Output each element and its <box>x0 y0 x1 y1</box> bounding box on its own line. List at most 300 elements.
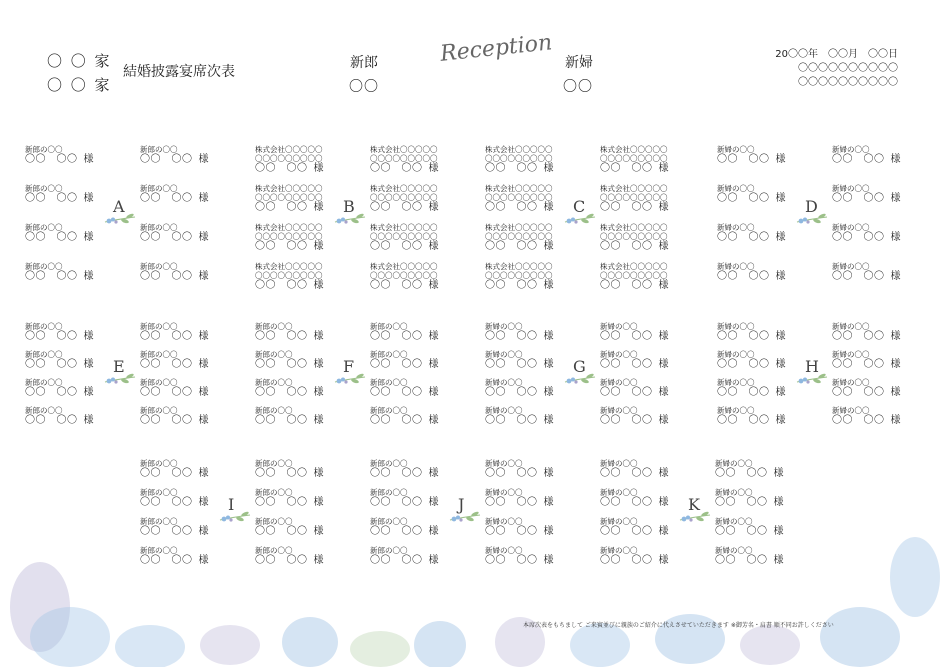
seat <box>255 145 367 175</box>
table-letter: A <box>113 197 125 217</box>
seat-affiliation: 新婦の〇〇 <box>715 488 753 497</box>
guest-name-text: 〇〇 〇〇 <box>140 415 193 426</box>
honorific: 様 <box>890 154 901 165</box>
seat <box>832 145 943 166</box>
guest-name-text: 〇〇 〇〇 <box>140 468 193 479</box>
seat-affiliation: 新婦の〇〇 <box>600 406 638 415</box>
seat-affiliation: 新婦の〇〇 <box>717 378 755 387</box>
guest-name-text: 〇〇 〇〇 <box>25 232 78 243</box>
seat <box>255 488 367 509</box>
guest-name-text: 〇〇 〇〇 <box>715 497 768 508</box>
seat <box>255 406 367 427</box>
honorific: 様 <box>428 163 439 174</box>
seat <box>600 262 712 292</box>
seat <box>370 350 482 371</box>
seat <box>717 262 829 283</box>
seat-affiliation: 新郎の〇〇 <box>140 378 178 387</box>
seat-affiliation-sub: 〇〇〇〇〇〇〇〇〇 <box>255 193 323 202</box>
honorific: 様 <box>83 387 94 398</box>
seat <box>485 223 597 253</box>
seat-affiliation-sub: 〇〇〇〇〇〇〇〇〇 <box>600 271 668 280</box>
seat <box>140 488 252 509</box>
guest-name-text: 〇〇 〇〇 <box>370 241 423 252</box>
seat-guest-name <box>370 163 482 175</box>
honorific: 様 <box>890 271 901 282</box>
honorific: 様 <box>313 241 324 252</box>
seat <box>832 223 943 244</box>
seat <box>600 184 712 214</box>
seat-affiliation: 新郎の〇〇 <box>255 488 293 497</box>
table-letter: E <box>113 356 125 376</box>
seat <box>370 378 482 399</box>
seat-affiliation: 新郎の〇〇 <box>140 488 178 497</box>
seat-affiliation-sub: 〇〇〇〇〇〇〇〇〇 <box>600 232 668 241</box>
honorific: 様 <box>428 280 439 291</box>
guest-name-text: 〇〇 〇〇 <box>600 331 653 342</box>
guest-name-text: 〇〇 〇〇 <box>370 163 423 174</box>
seat-affiliation: 新郎の〇〇 <box>140 546 178 555</box>
guest-name-text: 〇〇 〇〇 <box>255 387 308 398</box>
seat-affiliation-sub: 〇〇〇〇〇〇〇〇〇 <box>255 154 323 163</box>
seat <box>25 406 137 427</box>
guest-name-text: 〇〇 〇〇 <box>485 163 538 174</box>
honorific: 様 <box>198 232 209 243</box>
seat <box>25 262 137 283</box>
seat <box>255 546 367 567</box>
seat <box>715 459 827 480</box>
honorific: 様 <box>543 526 554 537</box>
seat-affiliation: 新婦の〇〇 <box>717 322 755 331</box>
honorific: 様 <box>198 193 209 204</box>
seat <box>140 145 252 166</box>
seat <box>140 184 252 205</box>
honorific: 様 <box>313 280 324 291</box>
honorific: 様 <box>313 497 324 508</box>
honorific: 様 <box>428 468 439 479</box>
honorific: 様 <box>428 526 439 537</box>
seat-guest-name <box>25 387 137 399</box>
seat-affiliation: 新婦の〇〇 <box>715 459 753 468</box>
seat-affiliation: 株式会社〇〇〇〇〇 <box>600 262 668 271</box>
seat-affiliation: 新郎の〇〇 <box>140 517 178 526</box>
seat-affiliation: 新婦の〇〇 <box>832 378 870 387</box>
seat-affiliation: 新郎の〇〇 <box>370 488 408 497</box>
seat-affiliation: 新婦の〇〇 <box>485 406 523 415</box>
seat-affiliation: 新婦の〇〇 <box>717 406 755 415</box>
honorific: 様 <box>773 497 784 508</box>
honorific: 様 <box>198 497 209 508</box>
seat-guest-name <box>600 331 712 343</box>
seat-guest-name <box>832 193 943 205</box>
bride-label: 新婦 <box>565 55 593 71</box>
seat-affiliation: 新婦の〇〇 <box>600 546 638 555</box>
table-letter: C <box>573 197 586 217</box>
seat-guest-name <box>485 497 597 509</box>
seat-affiliation: 新婦の〇〇 <box>485 517 523 526</box>
seat-guest-name <box>140 271 252 283</box>
seat-guest-name <box>485 468 597 480</box>
seat-guest-name <box>370 497 482 509</box>
seat <box>255 517 367 538</box>
guest-name-text: 〇〇 〇〇 <box>485 468 538 479</box>
seat <box>715 546 827 567</box>
honorific: 様 <box>658 526 669 537</box>
table-letter: F <box>343 356 355 376</box>
guest-name-text: 〇〇 〇〇 <box>832 415 885 426</box>
seat-affiliation-sub: 〇〇〇〇〇〇〇〇〇 <box>600 193 668 202</box>
seat-affiliation-sub: 〇〇〇〇〇〇〇〇〇 <box>370 193 438 202</box>
honorific: 様 <box>198 271 209 282</box>
seat-affiliation: 新郎の〇〇 <box>255 459 293 468</box>
seat-guest-name <box>600 415 712 427</box>
seat <box>370 223 482 253</box>
seat-guest-name <box>370 202 482 214</box>
seat-guest-name <box>600 241 712 253</box>
honorific: 様 <box>428 202 439 213</box>
honorific: 様 <box>658 468 669 479</box>
seat-guest-name <box>715 555 827 567</box>
seat-affiliation: 新郎の〇〇 <box>370 350 408 359</box>
seat <box>485 145 597 175</box>
seat-guest-name <box>832 232 943 244</box>
honorific: 様 <box>83 415 94 426</box>
honorific: 様 <box>543 280 554 291</box>
honorific: 様 <box>543 415 554 426</box>
honorific: 様 <box>198 468 209 479</box>
guest-name-text: 〇〇 〇〇 <box>717 193 770 204</box>
honorific: 様 <box>890 193 901 204</box>
host-line-1: 〇〇〇〇〇〇〇〇〇〇 <box>798 63 898 74</box>
seat-guest-name <box>255 241 367 253</box>
seat <box>485 488 597 509</box>
seat-affiliation: 新婦の〇〇 <box>485 488 523 497</box>
guest-name-text: 〇〇 〇〇 <box>832 154 885 165</box>
seat-affiliation: 新郎の〇〇 <box>370 546 408 555</box>
guest-name-text: 〇〇 〇〇 <box>255 241 308 252</box>
guest-name-text: 〇〇 〇〇 <box>717 154 770 165</box>
guest-name-text: 〇〇 〇〇 <box>25 359 78 370</box>
seat-affiliation: 新婦の〇〇 <box>717 184 755 193</box>
guest-name-text: 〇〇 〇〇 <box>370 526 423 537</box>
seat-affiliation: 株式会社〇〇〇〇〇 <box>255 223 323 232</box>
seat-affiliation: 新郎の〇〇 <box>25 184 63 193</box>
bride-family-name: 〇 〇 家 <box>47 76 112 94</box>
guest-name-text: 〇〇 〇〇 <box>485 202 538 213</box>
seat <box>600 546 712 567</box>
seat-affiliation: 新郎の〇〇 <box>140 322 178 331</box>
guest-name-text: 〇〇 〇〇 <box>832 331 885 342</box>
seat-guest-name <box>832 271 943 283</box>
seat-guest-name <box>255 280 367 292</box>
seat-affiliation: 新郎の〇〇 <box>255 350 293 359</box>
table-letter: H <box>805 356 819 376</box>
guest-name-text: 〇〇 〇〇 <box>832 193 885 204</box>
groom-family-name: 〇 〇 家 <box>47 52 112 70</box>
guest-name-text: 〇〇 〇〇 <box>717 415 770 426</box>
seat-guest-name <box>25 232 137 244</box>
seat-affiliation: 新郎の〇〇 <box>140 350 178 359</box>
seat-affiliation: 新郎の〇〇 <box>370 378 408 387</box>
seat-affiliation-sub: 〇〇〇〇〇〇〇〇〇 <box>255 271 323 280</box>
honorific: 様 <box>543 555 554 566</box>
honorific: 様 <box>543 202 554 213</box>
seat-affiliation: 新郎の〇〇 <box>140 184 178 193</box>
seat <box>140 546 252 567</box>
seat-guest-name <box>717 387 829 399</box>
honorific: 様 <box>83 331 94 342</box>
seat <box>370 406 482 427</box>
groom-name: 〇〇 <box>349 79 379 95</box>
guest-name-text: 〇〇 〇〇 <box>485 280 538 291</box>
guest-name-text: 〇〇 〇〇 <box>25 271 78 282</box>
seat <box>485 262 597 292</box>
seat <box>600 406 712 427</box>
seat-affiliation: 新郎の〇〇 <box>255 322 293 331</box>
seat-affiliation: 株式会社〇〇〇〇〇 <box>485 145 553 154</box>
seat-guest-name <box>717 271 829 283</box>
honorific: 様 <box>658 280 669 291</box>
guest-name-text: 〇〇 〇〇 <box>25 387 78 398</box>
seat-affiliation-sub: 〇〇〇〇〇〇〇〇〇 <box>370 232 438 241</box>
guest-name-text: 〇〇 〇〇 <box>370 555 423 566</box>
page-title: 結婚披露宴席次表 <box>123 64 235 80</box>
guest-name-text: 〇〇 〇〇 <box>600 497 653 508</box>
seat-affiliation: 株式会社〇〇〇〇〇 <box>600 184 668 193</box>
flower-sprig-icon <box>678 511 712 525</box>
seat <box>832 406 943 427</box>
honorific: 様 <box>198 555 209 566</box>
seat <box>370 262 482 292</box>
seat-guest-name <box>370 555 482 567</box>
seat-guest-name <box>140 193 252 205</box>
seat <box>832 350 943 371</box>
seat-affiliation: 新婦の〇〇 <box>600 322 638 331</box>
guest-name-text: 〇〇 〇〇 <box>140 387 193 398</box>
seat-guest-name <box>25 415 137 427</box>
seat-affiliation: 新婦の〇〇 <box>832 322 870 331</box>
seat-affiliation: 新郎の〇〇 <box>140 223 178 232</box>
seat <box>832 378 943 399</box>
seat <box>717 406 829 427</box>
honorific: 様 <box>890 359 901 370</box>
seat-affiliation: 新郎の〇〇 <box>140 406 178 415</box>
seat <box>600 322 712 343</box>
guest-name-text: 〇〇 〇〇 <box>370 387 423 398</box>
reception-script: Reception <box>439 30 554 67</box>
guest-name-text: 〇〇 〇〇 <box>717 271 770 282</box>
seat <box>832 322 943 343</box>
honorific: 様 <box>83 359 94 370</box>
guest-name-text: 〇〇 〇〇 <box>140 193 193 204</box>
guest-name-text: 〇〇 〇〇 <box>832 271 885 282</box>
seat-affiliation: 新郎の〇〇 <box>370 322 408 331</box>
table-letter: I <box>228 495 235 515</box>
honorific: 様 <box>543 241 554 252</box>
guest-name-text: 〇〇 〇〇 <box>485 241 538 252</box>
seat-guest-name <box>717 415 829 427</box>
guest-name-text: 〇〇 〇〇 <box>370 468 423 479</box>
honorific: 様 <box>543 359 554 370</box>
guest-name-text: 〇〇 〇〇 <box>485 387 538 398</box>
seat-affiliation: 新婦の〇〇 <box>485 546 523 555</box>
honorific: 様 <box>198 415 209 426</box>
seat-affiliation: 株式会社〇〇〇〇〇 <box>370 262 438 271</box>
guest-name-text: 〇〇 〇〇 <box>255 331 308 342</box>
seat-affiliation: 新婦の〇〇 <box>715 546 753 555</box>
honorific: 様 <box>890 232 901 243</box>
seat-affiliation: 新婦の〇〇 <box>717 145 755 154</box>
seat-affiliation: 新婦の〇〇 <box>717 350 755 359</box>
guest-name-text: 〇〇 〇〇 <box>370 359 423 370</box>
honorific: 様 <box>658 497 669 508</box>
seat-affiliation-sub: 〇〇〇〇〇〇〇〇〇 <box>370 154 438 163</box>
groom-label: 新郎 <box>350 55 378 71</box>
guest-name-text: 〇〇 〇〇 <box>715 555 768 566</box>
guest-name-text: 〇〇 〇〇 <box>832 387 885 398</box>
seat-guest-name <box>255 555 367 567</box>
guest-name-text: 〇〇 〇〇 <box>600 280 653 291</box>
seat-guest-name <box>832 387 943 399</box>
seat-guest-name <box>370 468 482 480</box>
guest-name-text: 〇〇 〇〇 <box>600 202 653 213</box>
seat-guest-name <box>140 331 252 343</box>
seat <box>370 322 482 343</box>
seat-guest-name <box>255 526 367 538</box>
seat <box>370 488 482 509</box>
seat <box>600 459 712 480</box>
guest-name-text: 〇〇 〇〇 <box>255 280 308 291</box>
seat <box>485 517 597 538</box>
honorific: 様 <box>773 526 784 537</box>
seat-guest-name <box>370 331 482 343</box>
seat-affiliation: 株式会社〇〇〇〇〇 <box>485 184 553 193</box>
guest-name-text: 〇〇 〇〇 <box>370 415 423 426</box>
seat-guest-name <box>255 387 367 399</box>
honorific: 様 <box>658 241 669 252</box>
seat-affiliation: 新郎の〇〇 <box>370 406 408 415</box>
honorific: 様 <box>428 241 439 252</box>
seat-affiliation: 新婦の〇〇 <box>485 350 523 359</box>
guest-name-text: 〇〇 〇〇 <box>832 359 885 370</box>
guest-name-text: 〇〇 〇〇 <box>370 202 423 213</box>
seat-guest-name <box>25 154 137 166</box>
seat-affiliation: 新郎の〇〇 <box>25 350 63 359</box>
guest-name-text: 〇〇 〇〇 <box>25 415 78 426</box>
seat-guest-name <box>370 280 482 292</box>
seat-affiliation: 新婦の〇〇 <box>832 350 870 359</box>
seat-affiliation: 株式会社〇〇〇〇〇 <box>485 223 553 232</box>
guest-name-text: 〇〇 〇〇 <box>600 359 653 370</box>
honorific: 様 <box>313 202 324 213</box>
guest-name-text: 〇〇 〇〇 <box>255 526 308 537</box>
guest-name-text: 〇〇 〇〇 <box>485 331 538 342</box>
guest-name-text: 〇〇 〇〇 <box>25 154 78 165</box>
honorific: 様 <box>313 163 324 174</box>
guest-name-text: 〇〇 〇〇 <box>600 415 653 426</box>
guest-name-text: 〇〇 〇〇 <box>255 202 308 213</box>
guest-name-text: 〇〇 〇〇 <box>717 232 770 243</box>
seat-guest-name <box>600 359 712 371</box>
seat <box>600 223 712 253</box>
guest-name-text: 〇〇 〇〇 <box>717 387 770 398</box>
seat-affiliation-sub: 〇〇〇〇〇〇〇〇〇 <box>485 271 553 280</box>
seat-guest-name <box>370 359 482 371</box>
honorific: 様 <box>313 555 324 566</box>
seat-affiliation-sub: 〇〇〇〇〇〇〇〇〇 <box>255 232 323 241</box>
honorific: 様 <box>658 163 669 174</box>
seat-guest-name <box>717 154 829 166</box>
honorific: 様 <box>773 468 784 479</box>
seat-affiliation: 新婦の〇〇 <box>600 488 638 497</box>
seat <box>715 517 827 538</box>
seat-affiliation: 新婦の〇〇 <box>485 459 523 468</box>
flower-sprig-icon <box>333 213 367 227</box>
seat-guest-name <box>140 415 252 427</box>
honorific: 様 <box>198 526 209 537</box>
bride-name: 〇〇 <box>563 79 593 95</box>
honorific: 様 <box>658 415 669 426</box>
guest-name-text: 〇〇 〇〇 <box>485 415 538 426</box>
guest-name-text: 〇〇 〇〇 <box>485 526 538 537</box>
guest-name-text: 〇〇 〇〇 <box>600 526 653 537</box>
seat-guest-name <box>255 468 367 480</box>
seat-affiliation: 新婦の〇〇 <box>600 350 638 359</box>
seat-affiliation: 新郎の〇〇 <box>255 406 293 415</box>
guest-name-text: 〇〇 〇〇 <box>715 526 768 537</box>
seat <box>370 184 482 214</box>
seat <box>140 262 252 283</box>
seat-guest-name <box>140 526 252 538</box>
seat-affiliation: 新郎の〇〇 <box>140 262 178 271</box>
seat-affiliation: 株式会社〇〇〇〇〇 <box>255 262 323 271</box>
seat-guest-name <box>140 387 252 399</box>
seat <box>600 145 712 175</box>
seat-affiliation: 株式会社〇〇〇〇〇 <box>255 184 323 193</box>
seat-guest-name <box>255 163 367 175</box>
honorific: 様 <box>775 331 786 342</box>
seat-affiliation-sub: 〇〇〇〇〇〇〇〇〇 <box>485 232 553 241</box>
seat <box>715 488 827 509</box>
seat <box>140 459 252 480</box>
seat <box>370 145 482 175</box>
seat-affiliation: 株式会社〇〇〇〇〇 <box>485 262 553 271</box>
seat-guest-name <box>832 331 943 343</box>
honorific: 様 <box>428 415 439 426</box>
seat <box>255 322 367 343</box>
seat-guest-name <box>600 555 712 567</box>
seat-guest-name <box>485 526 597 538</box>
seat-affiliation: 新婦の〇〇 <box>600 459 638 468</box>
honorific: 様 <box>198 154 209 165</box>
seat-guest-name <box>832 154 943 166</box>
seat-affiliation: 新婦の〇〇 <box>485 322 523 331</box>
honorific: 様 <box>83 232 94 243</box>
seat-affiliation: 新郎の〇〇 <box>370 517 408 526</box>
guest-name-text: 〇〇 〇〇 <box>715 468 768 479</box>
seat-affiliation-sub: 〇〇〇〇〇〇〇〇〇 <box>370 271 438 280</box>
table-letter: K <box>688 495 700 515</box>
seat-guest-name <box>600 163 712 175</box>
honorific: 様 <box>543 387 554 398</box>
seat-affiliation: 新婦の〇〇 <box>715 517 753 526</box>
seat-guest-name <box>832 359 943 371</box>
flower-sprig-icon <box>563 213 597 227</box>
seat-affiliation: 新婦の〇〇 <box>832 262 870 271</box>
seat-affiliation: 株式会社〇〇〇〇〇 <box>370 184 438 193</box>
seat-guest-name <box>140 497 252 509</box>
host-line-2: 〇〇〇〇〇〇〇〇〇〇 <box>798 77 898 88</box>
honorific: 様 <box>890 415 901 426</box>
